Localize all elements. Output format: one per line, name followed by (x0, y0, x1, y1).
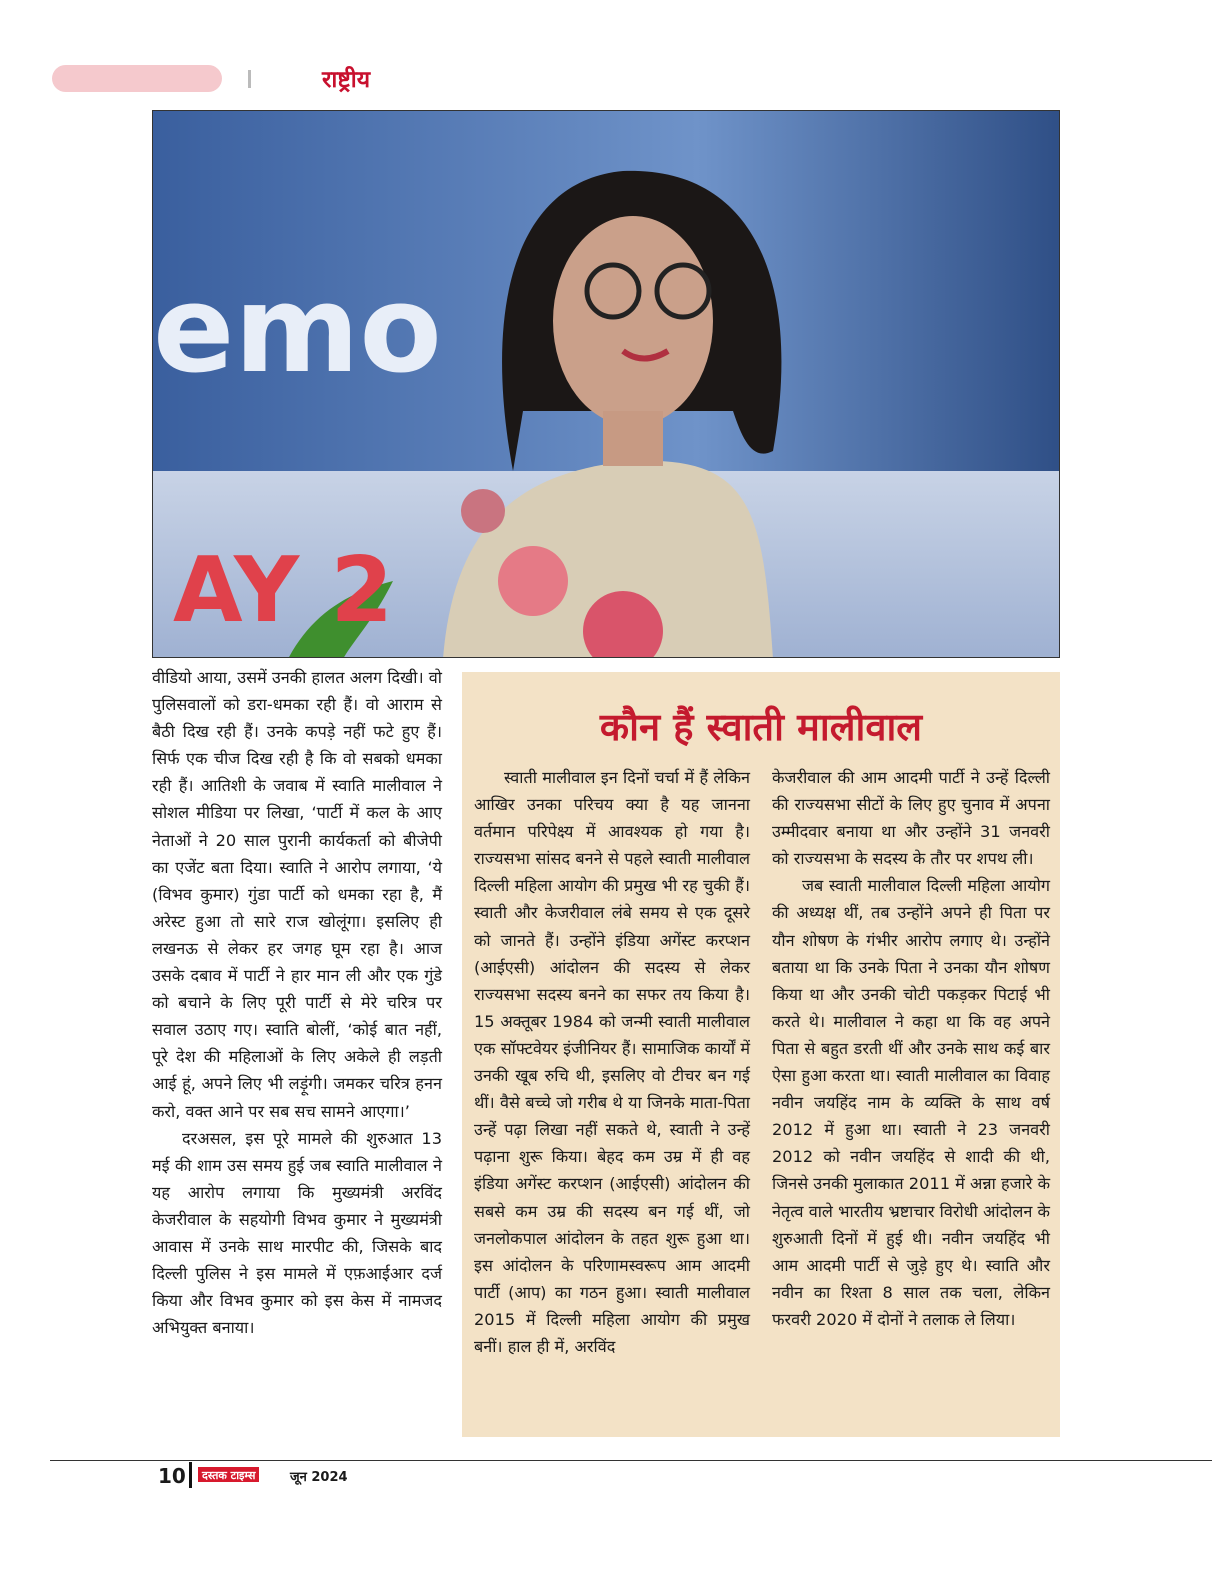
paragraph: स्वाती मालीवाल इन दिनों चर्चा में हैं लेकिन आखिर उनका परिचय क्या है यह जानना वर्तमान परिपेक्ष्य में आवश्यक हो गया है। राज्यसभा सांसद बनने से पहले स्वाती मालीवाल दिल्ली महिला आयोग की प्रमुख भी रह चुकी हैं। स्वाती और केजरीवाल लंबे समय से एक दूसरे को जानते हैं। उन्होंने इंडिया अगेंस्ट करप्शन (आईएसी) आंदोलन की सदस्य से लेकर राज्यसभा सदस्य बनने का सफर तय किया है। 15 अक्तूबर 1984 को जन्मी स्वाती मालीवाल एक सॉफ्टवेयर इंजीनियर हैं। सामाजिक कार्यों में उनकी खूब रुचि थी, इसलिए वो टीचर बन गई थीं। वैसे बच्चे जो गरीब थे या जिनके माता-पिता उन्हें पढ़ा लिखा नहीं सकते थे, स्वाती ने उन्हें पढ़ाना शुरू किया। बेहद कम उम्र में ही वह इंडिया अगेंस्ट करप्शन (आईएसी) आंदोलन की सबसे कम उम्र की सदस्य बन गई थीं, जो जनलोकपाल आंदोलन के तहत शुरू हुआ था। इस आंदोलन के परिणामस्वरूप आम आदमी पार्टी (आप) का गठन हुआ। स्वाती मालीवाल 2015 में दिल्ली महिला आयोग की प्रमुख बनीं। हाल ही में, अरविंद (474, 768, 750, 1356)
paragraph: वीडियो आया, उसमें उनकी हालत अलग दिखी। वो पुलिसवालों को डरा-धमका रही हैं। वो आराम से बैठी दिख रही हैं। उनके कपड़े नहीं फटे हुए हैं। सिर्फ एक चीज दिख रही है कि वो सबको धमका रही हैं। आतिशी के जवाब में स्वाति मालीवाल ने सोशल मीडिया पर लिखा, ‘पार्टी में कल के आए नेताओं ने 20 साल पुरानी कार्यकर्ता को बीजेपी का एजेंट बता दिया। स्वाति ने आरोप लगाया, ‘ये (विभव कुमार) गुंडा पार्टी को धमका रहा है, मैं अरेस्ट हुआ तो सारे राज खोलूंगा। इसलिए ही लखनऊ से लेकर हर जगह घूम रहा है। आज उसके दबाव में पार्टी ने हार मान ली और एक गुंडे को बचाने के लिए पूरी पार्टी से मेरे चरित्र पर सवाल उठाए गए। स्वाति बोलीं, ‘कोई बात नहीं, पूरे देश की महिलाओं के लिए अकेले ही लड़ती आई हूं, अपने लिए भी लड़ूंगी। जमकर चरित्र हनन करो, वक्त आने पर सब सच सामने आएगा।’ (152, 668, 442, 1121)
left-column (152, 664, 442, 1341)
paragraph: दरअसल, इस पूरे मामले की शुरुआत 13 मई की शाम उस समय हुई जब स्वाति मालीवाल ने यह आरोप लगाया कि मुख्यमंत्री अरविंद केजरीवाल के सहयोगी विभव कुमार ने मुख्यमंत्री आवास में उनके साथ मारपीट की, जिसके बाद दिल्ली पुलिस ने इस मामले में एफ़आईआर दर्ज किया और विभव कुमार को इस केस में नामजद अभियुक्त बनाया। (152, 1128, 442, 1338)
box-middle-column (474, 764, 750, 1360)
backdrop-text-2: AY 2 (173, 538, 394, 643)
backdrop-text: emo (153, 261, 442, 400)
footer-divider (189, 1462, 192, 1488)
section-title: राष्ट्रीय (322, 67, 371, 93)
article-photo (152, 110, 1060, 658)
sidebar-box (462, 672, 1060, 1437)
page-number: 10 (158, 1464, 186, 1488)
header-pill (52, 65, 222, 92)
header-separator (248, 70, 251, 88)
box-right-column (772, 764, 1050, 1333)
paragraph: केजरीवाल की आम आदमी पार्टी ने उन्हें दिल्ली की राज्यसभा सीटों के लिए हुए चुनाव में अपना उम्मीदवार बनाया था और उन्होंने 31 जनवरी को राज्यसभा के सदस्य के तौर पर शपथ ली। (772, 768, 1050, 869)
paragraph: जब स्वाती मालीवाल दिल्ली महिला आयोग की अध्यक्ष थीं, तब उन्होंने अपने ही पिता पर यौन शोषण के गंभीर आरोप लगाए थे। उन्होंने बताया था कि उनके पिता ने उनका यौन शोषण किया था और उनकी चोटी पकड़कर पिटाई भी करते थे। मालीवाल ने कहा था कि वह अपने पिता से बहुत डरती थीं और उनके साथ कई बार ऐसा हुआ करता था। स्वाती मालीवाल का विवाह नवीन जयहिंद नाम के व्यक्ति के साथ वर्ष 2012 में हुआ था। स्वाती ने 23 जनवरी 2012 को नवीन जयहिंद से शादी की थी, जिनसे उनकी मुलाकात 2011 में अन्ना हजारे के नेतृत्व वाले भारतीय भ्रष्टाचार विरोधी आंदोलन के शुरुआती दिनों में हुई थी। नवीन जयहिंद भी आम आदमी पार्टी से जुड़े हुए थे। स्वाति और नवीन का रिश्ता 8 साल तक चला, लेकिन फरवरी 2020 में दोनों ने तलाक ले लिया। (772, 876, 1050, 1329)
issue-date: जून 2024 (290, 1470, 348, 1485)
footer-rule (50, 1460, 1212, 1461)
box-title: कौन हैं स्वाती मालीवाल (599, 705, 923, 749)
magazine-logo: दस्तक टाइम्स (198, 1467, 259, 1482)
